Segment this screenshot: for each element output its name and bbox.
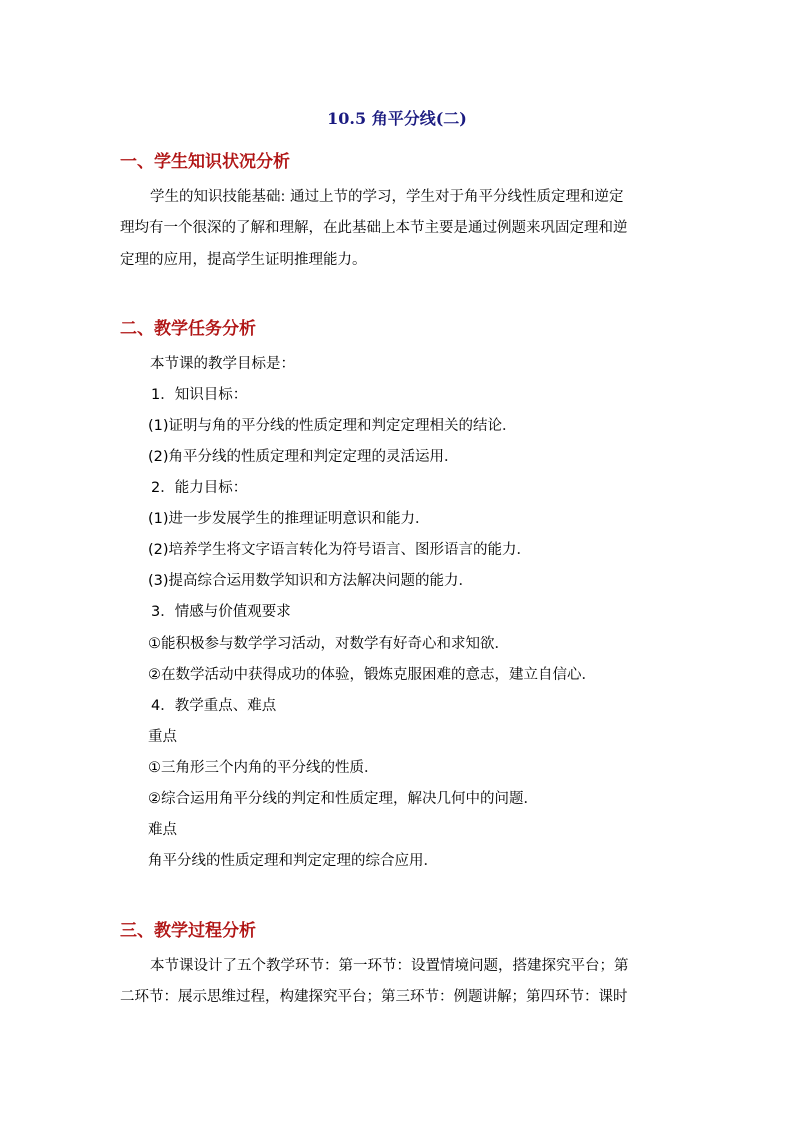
section-heading-teaching-tasks: 二、教学任务分析 bbox=[120, 319, 256, 339]
section-heading-student-analysis: 一、学生知识状况分析 bbox=[120, 152, 290, 172]
list-item: ①能积极参与数学学习活动，对数学有好奇心和求知欲． bbox=[148, 636, 509, 652]
list-item: 难点 bbox=[148, 822, 177, 838]
list-item: 2．能力目标： bbox=[151, 480, 248, 496]
paragraph-line: 本节课的教学目标是： bbox=[150, 356, 295, 372]
list-item: (2)培养学生将文字语言转化为符号语言、图形语言的能力． bbox=[148, 542, 532, 558]
list-item: 角平分线的性质定理和判定定理的综合应用． bbox=[148, 853, 438, 869]
list-item: 4．教学重点、难点 bbox=[151, 698, 277, 714]
paragraph-line: 理均有一个很深的了解和理解，在此基础上本节主要是通过例题来巩固定理和逆 bbox=[120, 220, 628, 236]
list-item: (1)证明与角的平分线的性质定理和判定定理相关的结论． bbox=[148, 418, 517, 434]
paragraph-line: 二环节：展示思维过程，构建探究平台；第三环节：例题讲解；第四环节：课时 bbox=[120, 989, 628, 1005]
list-item: (1)进一步发展学生的推理证明意识和能力． bbox=[148, 511, 430, 527]
paragraph-line: 定理的应用，提高学生证明推理能力。 bbox=[120, 252, 367, 268]
list-item: (3)提高综合运用数学知识和方法解决问题的能力． bbox=[148, 573, 474, 589]
list-item: ①三角形三个内角的平分线的性质． bbox=[148, 760, 379, 776]
list-item: 1．知识目标： bbox=[151, 387, 248, 403]
document-title: 10.5 角平分线(二) bbox=[327, 109, 467, 128]
paragraph-line: 学生的知识技能基础: 通过上节的学习，学生对于角平分线性质定理和逆定 bbox=[150, 189, 624, 205]
list-item: (2)角平分线的性质定理和判定定理的灵活运用． bbox=[148, 449, 459, 465]
list-item: 重点 bbox=[148, 729, 177, 745]
paragraph-line: 本节课设计了五个教学环节：第一环节：设置情境问题，搭建探究平台；第 bbox=[150, 958, 629, 974]
section-heading-teaching-process: 三、教学过程分析 bbox=[120, 921, 256, 941]
list-item: 3．情感与价值观要求 bbox=[151, 604, 291, 620]
list-item: ②在数学活动中获得成功的体验，锻炼克服困难的意志，建立自信心． bbox=[148, 667, 596, 683]
list-item: ②综合运用角平分线的判定和性质定理，解决几何中的问题． bbox=[148, 791, 538, 807]
